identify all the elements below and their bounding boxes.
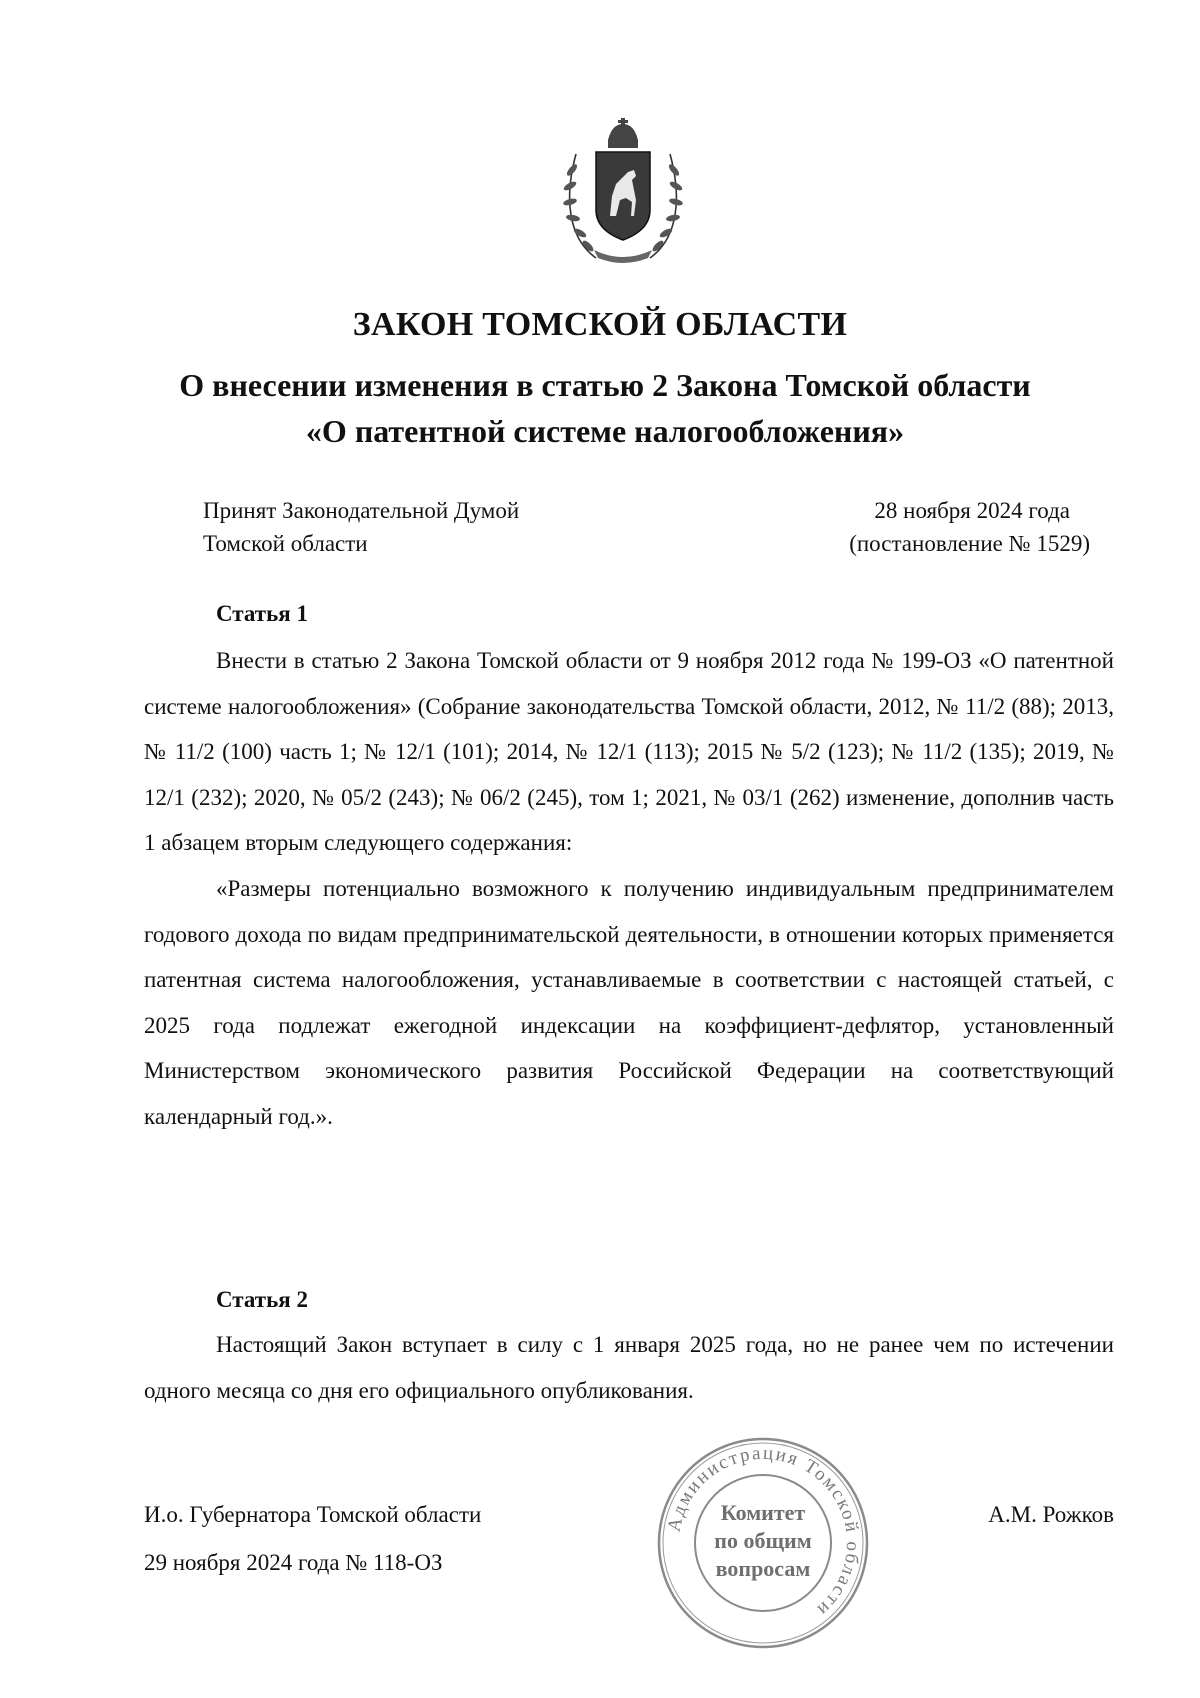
stamp-line-1: Комитет: [720, 1500, 806, 1525]
stamp-line-2: по общим: [714, 1528, 812, 1553]
article-1-paragraph-2: «Размеры потенциально возможного к получению индивидуальным предпринимателем годового дохода по видам предпринимательской деятельности, в отношении которых применяется патентная система налогообложения, устанавливаемые в соответствии с настоящей статьей, с 2025 года подлежат ежегодной индексации на коэффициент-дефлятор, установленный Министерством экономического развития Российской Федерации на соответствующий календарный год.».: [144, 875, 1114, 1129]
signer-name: А.М. Рожков: [988, 1502, 1114, 1527]
adoption-date: 28 ноября 2024 года: [874, 498, 1070, 523]
article-1-paragraph-1: Внести в статью 2 Закона Томской области от 9 ноября 2012 года № 199-ОЗ «О патентной системе налогообложения» (Собрание законодательства Томской области, 2012, № 11/2 (88); 2013, № 11/2 (100) часть 1; № 12/1 (101); 2014, № 12/1 (113); 2015 № 5/2 (123); № 11/2 (135); 2019, № 12/1 (232); 2020, № 05/2 (243); № 06/2 (245), том 1; 2021, № 03/1 (262) изменение, дополнив часть 1 абзацем вторым следующего содержания:: [144, 648, 1114, 856]
article-2-body: [144, 1322, 1114, 1413]
adoption-body: [203, 494, 519, 560]
coat-of-arms-emblem: [556, 118, 690, 268]
official-stamp: [656, 1436, 870, 1650]
adoption-date-block: [849, 494, 1090, 560]
stamp-line-3: вопросам: [715, 1556, 811, 1581]
stamp-outer-text: Администрация Томской области: [663, 1442, 864, 1622]
article-1-body: [144, 638, 1114, 1140]
resolution-number: (постановление № 1529): [849, 531, 1090, 556]
law-title: ЗАКОН ТОМСКОЙ ОБЛАСТИ: [352, 306, 848, 343]
subtitle-line-2: «О патентной системе налогообложения»: [305, 413, 905, 449]
law-subtitle: [120, 362, 1090, 454]
adopted-by-line-2: Томской области: [203, 531, 368, 556]
article-2-heading: Статья 2: [216, 1287, 308, 1312]
signer-title: И.о. Губернатора Томской области: [144, 1502, 482, 1527]
subtitle-line-1: О внесении изменения в статью 2 Закона Томской области: [179, 367, 1031, 403]
adopted-by-line-1: Принят Законодательной Думой: [203, 498, 520, 523]
signing-date-number: 29 ноября 2024 года № 118-ОЗ: [144, 1550, 443, 1575]
article-2-paragraph-1: Настоящий Закон вступает в силу с 1 января 2025 года, но не ранее чем по истечении одного месяца со дня его официального опубликования.: [144, 1332, 1114, 1403]
article-1-heading: Статья 1: [216, 601, 308, 626]
